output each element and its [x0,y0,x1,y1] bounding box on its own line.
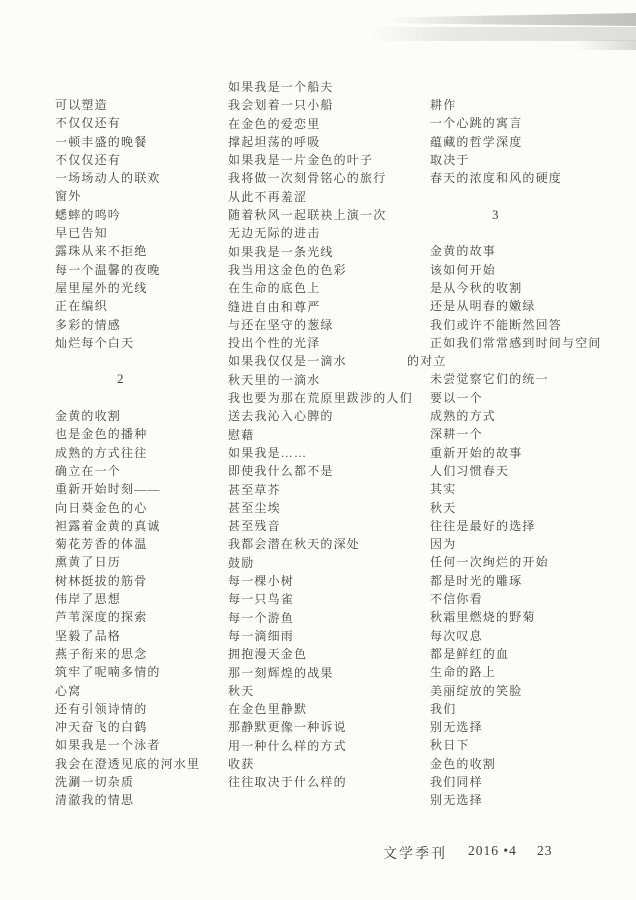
poem-line: 我也要为那在荒原里跋涉的人们 [228,391,413,406]
poem-line: 不信你看 [430,592,483,607]
poem-line: 芦苇深度的探索 [55,610,148,625]
poem-column-3 [407,96,636,810]
poem-line: 我当用这金色的色彩 [228,262,347,277]
poem-line: 重新开始的故事 [430,445,523,460]
poem-line: 要以一个 [430,390,483,405]
poem-line: 缝进自由和尊严 [228,299,321,314]
poem-line: 其实 [430,482,457,497]
poem-line: 窗外 [55,189,82,204]
poem-line: 不仅仅还有 [55,116,122,131]
poem-line: 甚至尘埃 [228,500,281,515]
poem-line: 秋霜里燃烧的野菊 [430,610,536,625]
poem-line: 还是从明春的嫩绿 [430,299,536,314]
poem-line: 洗涮一切杂质 [55,774,135,789]
poem-line: 是从今秋的收割 [430,280,523,295]
poem-line: 收获 [228,756,255,771]
poem-line: 不仅仅还有 [55,152,122,167]
poem-line: 如果我是一条光线 [228,244,334,259]
poem-line: 往往是最好的选择 [430,518,536,533]
poem-line: 任何一次绚烂的开始 [430,555,549,570]
poem-line: 深耕一个 [430,427,483,442]
poem-line: 我们或许不能断然回答 [430,317,563,332]
poem-line: 熏黄了日历 [55,555,122,570]
poem-line: 确立在一个 [55,463,122,478]
poem-line: 秋日下 [430,738,470,753]
footer-page-number: 23 [537,843,553,858]
poem-line: 金黄的收割 [55,409,122,424]
poem-line: 因为 [430,537,457,552]
poem-line: 往往取决于什么样的 [228,775,347,790]
poem-line: 筑牢了呢喃多情的 [55,665,161,680]
poem-line: 清澈我的情思 [55,793,135,808]
poem-line: 鼓励 [228,555,255,570]
poem-line: 秋天 [430,500,457,515]
poem-line: 取决于 [430,152,470,167]
poem-line: 拥抱漫天金色 [228,647,308,662]
poem-line: 我将做一次刻骨铭心的旅行 [228,171,387,186]
blank-row [430,224,636,242]
poem-line: 向日葵金色的心 [55,500,148,515]
poem-line: 每一滴细雨 [228,628,295,643]
poem-line: 都是时光的雕琢 [430,573,523,588]
blank-row [55,352,235,370]
poem-line: 在金色里静默 [228,702,308,717]
poem-line: 我都会潜在秋天的深处 [228,537,361,552]
poem-line: 用一种什么样的方式 [228,738,347,753]
poem-line: 我们 [430,701,457,716]
poem-line: 投出个性的光泽 [228,336,321,351]
poem-line: 金色的收割 [430,756,497,771]
poem-line: 未尝觉察它们的统一 [430,372,549,387]
poem-line: 多彩的情感 [55,317,122,332]
poem-line: 生命的路上 [430,665,497,680]
poem-line: 如果我是…… [228,445,308,460]
poem-line: 伟岸了思想 [55,592,122,607]
section-number: 3 [492,206,499,222]
poem-line: 每一个温馨的夜晚 [55,262,161,277]
poem-line: 那静默更像一种诉说 [228,720,347,735]
poem-line: 可以塑造 [55,98,108,112]
section-number: 2 [117,371,124,387]
poem-line: 无边无际的进击 [228,226,321,241]
poem-line: 别无选择 [430,793,483,808]
poem-line: 慰藉 [228,427,255,442]
poem-line: 正如我们常常感到时间与空间 [430,335,602,350]
poem-line: 坚毅了品格 [55,628,122,643]
poem-line: 的对立 [407,354,447,369]
poem-line: 从此不再羞涩 [228,189,308,204]
blank-row [430,187,636,205]
poem-line: 春天的浓度和风的硬度 [430,171,563,186]
poem-line: 如果我是一片金色的叶子 [228,153,374,168]
poem-line: 秋天里的一滴水 [228,372,321,387]
poem-line: 我们同样 [430,774,483,789]
poem-line: 还有引领诗情的 [55,701,148,716]
poem-line: 每一棵小树 [228,574,295,589]
poem-line: 即使我什么都不是 [228,464,334,479]
poem-line: 成熟的方式 [430,409,497,424]
poem-line: 蟋蟀的鸣吟 [55,207,122,222]
poem-line: 每次叹息 [430,628,483,643]
poem-line: 甚至草芥 [228,482,281,497]
poem-line: 一顿丰盛的晚餐 [55,134,148,149]
poem-line: 耕作 [430,98,457,112]
poem-line: 屋里屋外的光线 [55,280,148,295]
poem-line: 蕴藏的哲学深度 [430,134,523,149]
poem-line: 成熟的方式往往 [55,445,148,460]
poem-line: 露珠从来不拒绝 [55,244,148,259]
poem-line: 正在编织 [55,299,108,314]
poem-line: 美丽绽放的笑脸 [430,683,523,698]
poem-line: 灿烂每个白天 [55,335,135,350]
poem-line: 心窝 [55,683,82,698]
footer-issue: 2016 •4 [468,843,517,858]
poem-line: 早已告知 [55,226,108,241]
poem-line: 人们习惯春天 [430,463,510,478]
poem-line: 树林挺拔的筋骨 [55,573,148,588]
poem-line: 一个心跳的寓言 [430,116,523,131]
poem-line: 送去我沁入心脾的 [228,409,334,424]
blank-row [55,389,235,407]
poem-line: 如果我是一个船夫 [228,80,334,94]
poem-line: 在金色的爱恋里 [228,116,321,131]
poem-line: 在生命的底色上 [228,281,321,296]
poem-line: 那一刻辉煌的战果 [228,665,334,680]
scan-artifact-streak [576,40,636,50]
footer-journal-title: 文学季刊 [383,847,447,862]
poem-line: 该如何开始 [430,262,497,277]
poem-line: 撑起坦荡的呼吸 [228,134,321,149]
poem-line: 金黄的故事 [430,244,497,259]
poem-column-1 [55,96,235,810]
poem-line: 都是鲜红的血 [430,646,510,661]
poem-line: 一场场动人的联欢 [55,171,161,186]
poem-line: 我会在澄透见底的河水里 [55,756,201,771]
poem-line: 每一只鸟雀 [228,592,295,607]
poem-line: 与还在坚守的葱绿 [228,317,334,332]
poem-line: 如果我仅仅是一滴水 [228,354,347,369]
poem-line: 也是金色的播种 [55,427,148,442]
poem-line: 菊花芳香的体温 [55,537,148,552]
poem-line: 袒露着金黄的真诚 [55,518,161,533]
poem-line: 秋天 [228,683,255,698]
poem-line: 我会划着一只小船 [228,98,334,113]
scan-artifact-streak [386,13,636,26]
poem-column-2 [228,78,428,792]
scan-artifact-streak [368,27,636,41]
poem-line: 甚至残音 [228,519,281,534]
poem-line: 随着秋风一起联袂上演一次 [228,208,387,223]
poem-line: 每一个游鱼 [228,610,295,625]
poem-line: 重新开始时刻—— [55,482,161,497]
poem-line: 燕子衔来的思念 [55,646,148,661]
poem-line: 别无选择 [430,720,483,735]
page-footer [0,843,636,863]
poem-line: 如果我是一个泳者 [55,738,161,753]
poem-line: 冲天奋飞的白鹤 [55,720,148,735]
